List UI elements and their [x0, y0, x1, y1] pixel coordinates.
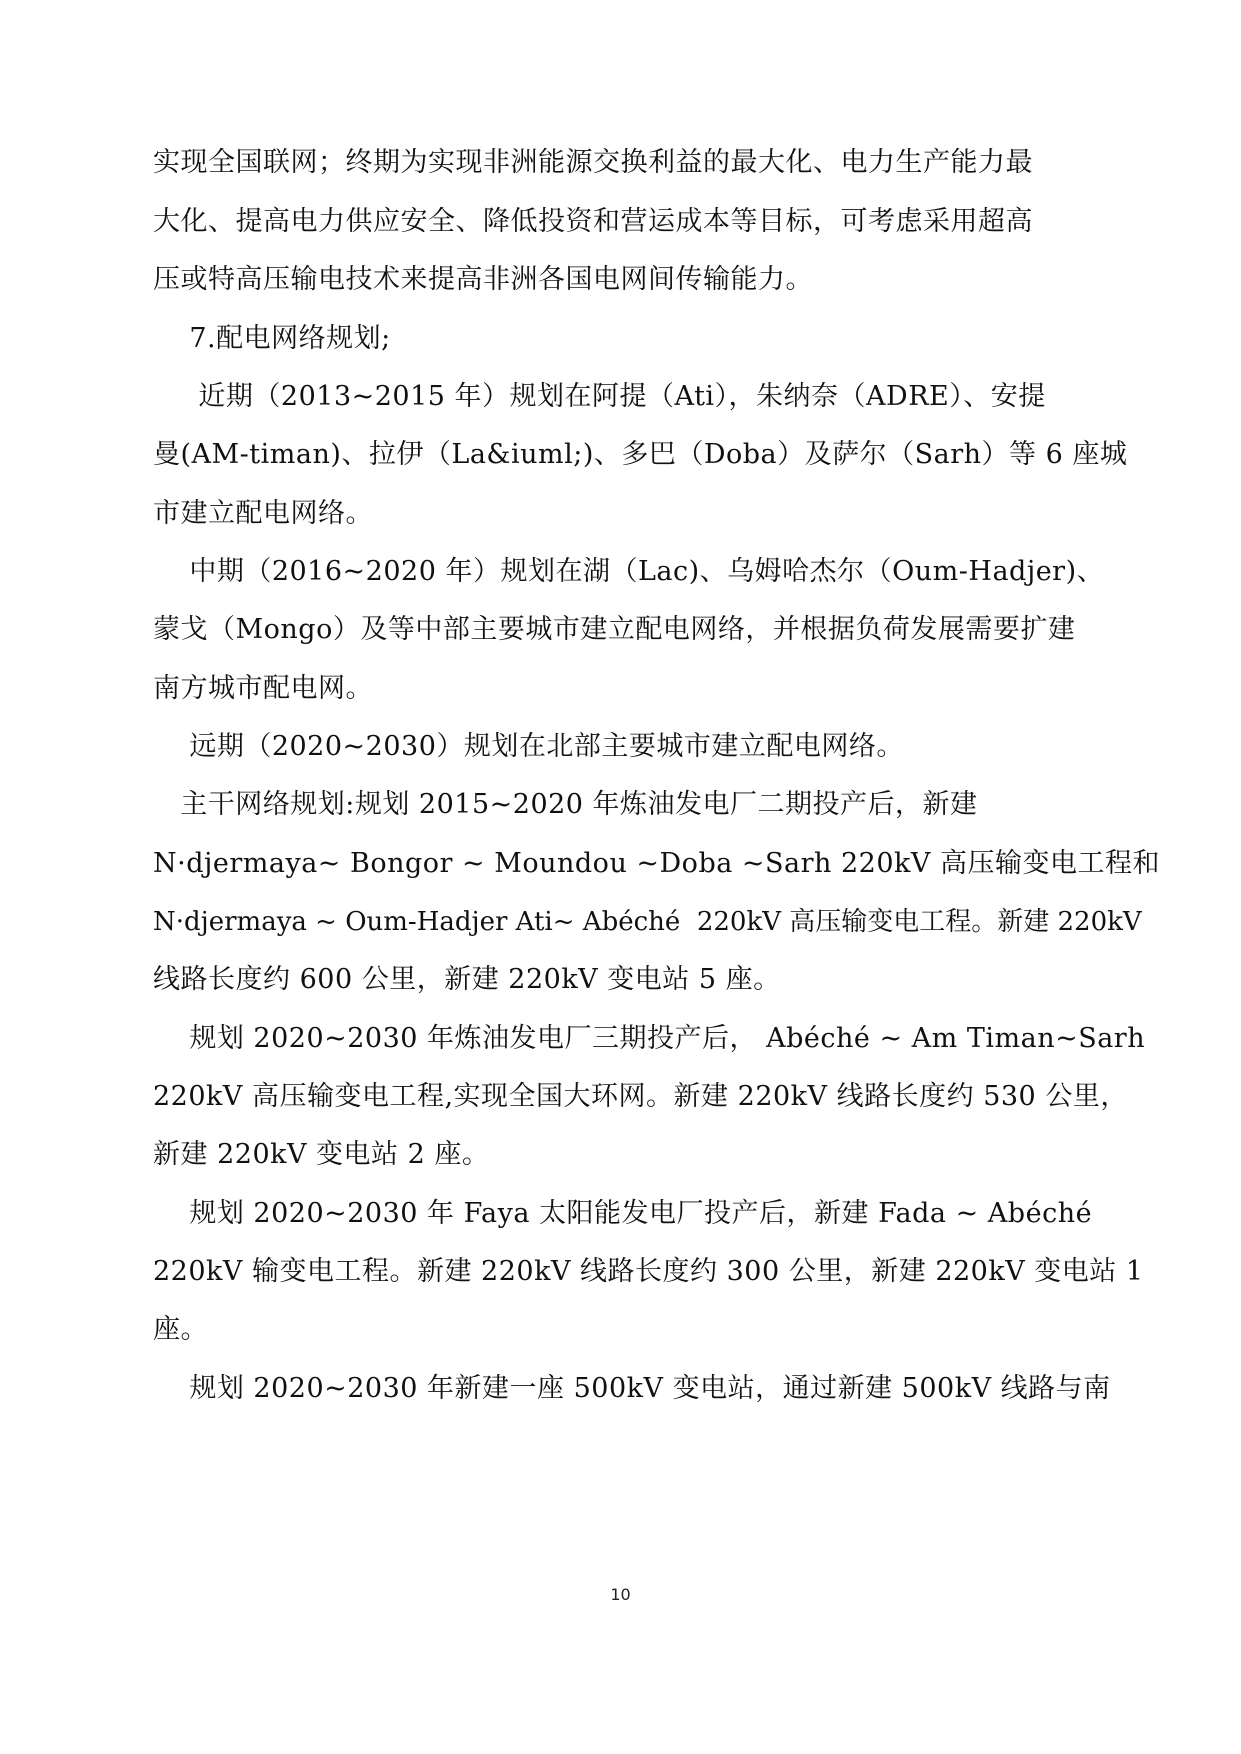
text-line: 主干网络规划:规划 2015~2020 年炼油发电厂二期投产后，新建: [153, 789, 978, 820]
text-line: N·djermaya~ Bongor ~ Moundou ~Doba ~Sarh 220kV 高压输变电工程和: [153, 848, 1160, 879]
text-line: 压或特高压输电技术来提高非洲各国电网间传输能力。: [153, 264, 813, 295]
text-line: 曼(AM-timan)、拉伊（La&iuml;)、多巴（Doba）及萨尔（Sarh）等 6 座城: [153, 439, 1128, 470]
text-line: 实现全国联网；终期为实现非洲能源交换利益的最大化、电力生产能力最: [153, 147, 1033, 178]
text-line: N·djermaya ~ Oum-Hadjer Ati~ Abéché 220kV 高压输变电工程。新建 220kV: [153, 907, 1142, 937]
page-number: 10: [610, 1585, 631, 1604]
text-line: 220kV 输变电工程。新建 220kV 线路长度约 300 公里，新建 220kV 变电站 1: [153, 1256, 1144, 1287]
text-line: 大化、提高电力供应安全、降低投资和营运成本等目标，可考虑采用超高: [153, 206, 1033, 237]
text-line: 近期（2013~2015 年）规划在阿提（Ati），朱纳奈（ADRE）、安提: [153, 381, 1046, 412]
text-line: 南方城市配电网。: [153, 673, 373, 704]
text-line: 远期（2020~2030）规划在北部主要城市建立配电网络。: [153, 731, 904, 762]
text-line: 蒙戈（Mongo）及等中部主要城市建立配电网络，并根据负荷发展需要扩建: [153, 614, 1076, 645]
section-heading: 7.配电网络规划;: [153, 323, 391, 354]
text-line: 新建 220kV 变电站 2 座。: [153, 1139, 490, 1170]
text-line: 市建立配电网络。: [153, 498, 373, 529]
text-line: 规划 2020~2030 年新建一座 500kV 变电站，通过新建 500kV 线路与南: [153, 1373, 1111, 1404]
text-line: 座。: [153, 1314, 208, 1345]
text-line: 220kV 高压输变电工程,实现全国大环网。新建 220kV 线路长度约 530 公里，: [153, 1081, 1128, 1112]
text-line: 中期（2016~2020 年）规划在湖（Lac)、乌姆哈杰尔（Oum-Hadjer)、: [153, 556, 1105, 587]
text-line: 线路长度约 600 公里，新建 220kV 变电站 5 座。: [153, 964, 781, 995]
text-line: 规划 2020~2030 年 Faya 太阳能发电厂投产后，新建 Fada ~ Abéché: [153, 1198, 1093, 1229]
text-line: 规划 2020~2030 年炼油发电厂三期投产后， Abéché ~ Am Timan~Sarh: [153, 1023, 1146, 1054]
